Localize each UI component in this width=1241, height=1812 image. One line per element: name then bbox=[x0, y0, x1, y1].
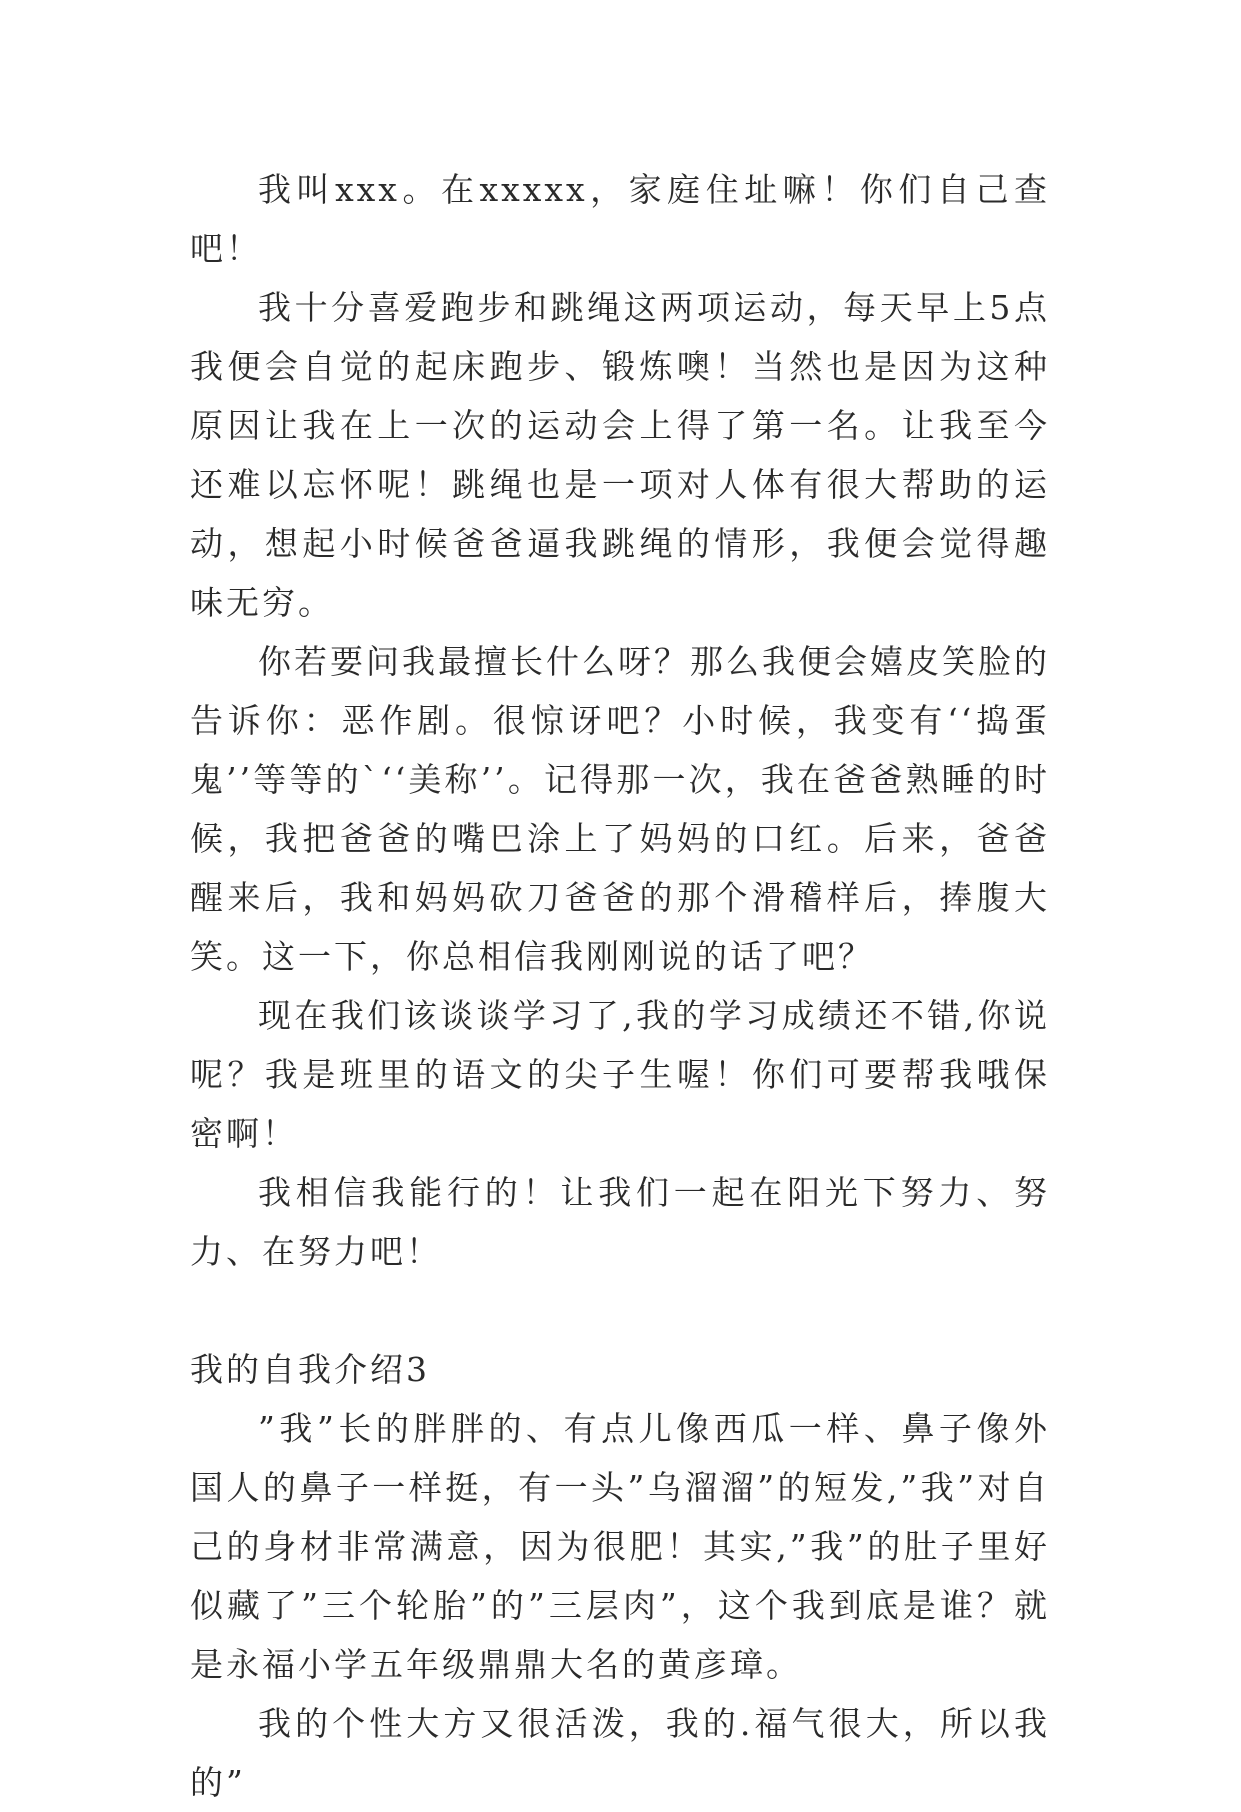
paragraph-pranks: 你若要问我最擅长什么呀？那么我便会嬉皮笑脸的告诉你：恶作剧。很惊讶吧？小时候，我变有‘‘捣蛋鬼’’等等的`‘‘美称’’。记得那一次，我在爸爸熟睡的时候，我把爸爸的嘴巴涂上了妈妈的口红。后来，爸爸醒来后，我和妈妈砍刀爸爸的那个滑稽样后，捧腹大笑。这一下，你总相信我刚刚说的话了吧？ bbox=[190, 642, 1050, 976]
paragraph-sports: 我十分喜爱跑步和跳绳这两项运动，每天早上5点我便会自觉的起床跑步、锻炼噢！当然也是因为这种原因让我在上一次的运动会上得了第一名。让我至今还难以忘怀呢！跳绳也是一项对人体有很大帮助的运动，想起小时候爸爸逼我跳绳的情形，我便会觉得趣味无穷。 bbox=[190, 288, 1050, 622]
paragraph-intro: 我叫xxx。在xxxxx，家庭住址嘛！你们自己查吧！ bbox=[190, 170, 1050, 268]
paragraph-confidence: 我相信我能行的！让我们一起在阳光下努力、努力、在努力吧！ bbox=[190, 1173, 1050, 1271]
paragraph-personality: 我的个性大方又很活泼，我的.福气很大，所以我的” bbox=[190, 1704, 1050, 1802]
section-title: 我的自我介绍3 bbox=[190, 1350, 430, 1389]
paragraph-appearance: ”我”长的胖胖的、有点儿像西瓜一样、鼻子像外国人的鼻子一样挺，有一头”乌溜溜”的短发,”我”对自己的身材非常满意，因为很肥！其实,”我”的肚子里好似藏了”三个轮胎”的”三层肉”，这个我到底是谁？就是永福小学五年级鼎鼎大名的黄彦璋。 bbox=[190, 1409, 1050, 1684]
document-body bbox=[190, 160, 1050, 1812]
paragraph-study: 现在我们该谈谈学习了,我的学习成绩还不错,你说呢？我是班里的语文的尖子生喔！你们可要帮我哦保密啊！ bbox=[190, 996, 1050, 1153]
